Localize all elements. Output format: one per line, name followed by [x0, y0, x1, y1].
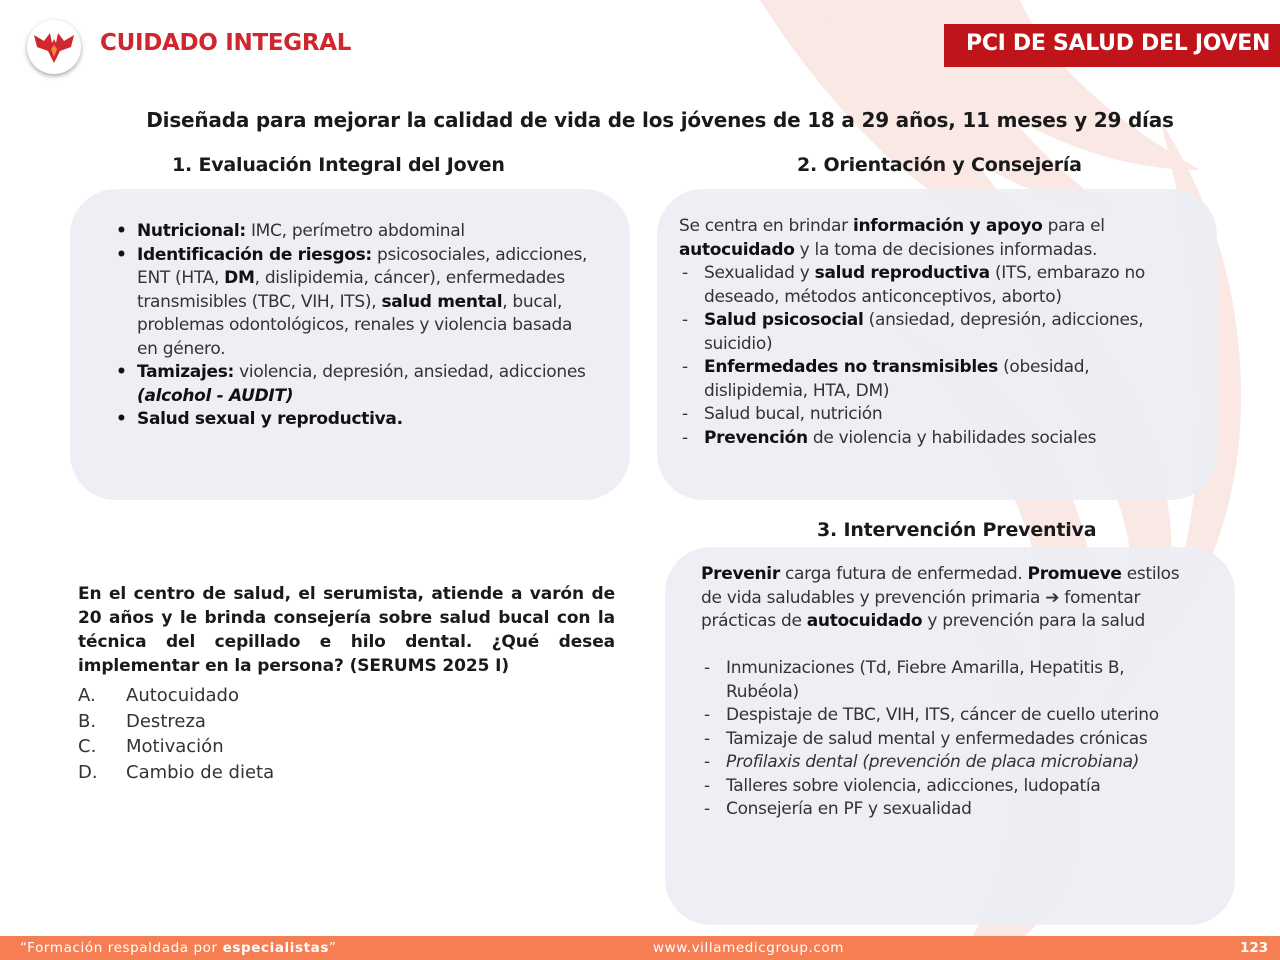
option-d: D. Cambio de dieta	[78, 761, 275, 783]
logo	[27, 20, 81, 74]
footer-slogan: “Formación respaldada por especialistas”	[20, 940, 337, 956]
section2-box	[657, 189, 1217, 500]
list-item: - Talleres sobre violencia, adicciones, ludopatía	[701, 775, 1197, 799]
section3-box	[665, 547, 1235, 925]
list-item: • Salud sexual y reproductiva.	[108, 408, 590, 432]
list-item: - Consejería en PF y sexualidad	[701, 798, 1197, 822]
list-item: • Nutricional: IMC, perímetro abdominal	[108, 220, 590, 244]
section1-title: 1. Evaluación Integral del Joven	[172, 154, 505, 176]
brand-title: CUIDADO INTEGRAL	[100, 30, 352, 56]
phoenix-logo-icon	[34, 29, 74, 65]
list-item: - Despistaje de TBC, VIH, ITS, cáncer de cuello uterino	[701, 704, 1197, 728]
list-item: - Sexualidad y salud reproductiva (ITS, embarazo no deseado, métodos anticonceptivos, aborto)	[679, 262, 1197, 309]
list-item: - Profilaxis dental (prevención de placa microbiana)	[701, 751, 1197, 775]
answer-options	[78, 683, 274, 785]
page-subtitle: Diseñada para mejorar la calidad de vida de los jóvenes de 18 a 29 años, 11 meses y 29 días	[146, 108, 1174, 132]
list-item: - Enfermedades no transmisibles (obesidad, dislipidemia, HTA, DM)	[679, 356, 1197, 403]
list-item: - Salud bucal, nutrición	[679, 403, 1197, 427]
option-c: C. Motivación	[78, 736, 224, 757]
option-b: B. Destreza	[78, 710, 206, 732]
option-a: A. Autocuidado	[78, 685, 239, 706]
list-item: • Tamizajes: violencia, depresión, ansiedad, adicciones (alcohol - AUDIT)	[108, 361, 590, 408]
section2-list	[679, 262, 1197, 450]
page-number: 123	[1240, 940, 1269, 956]
section2-title: 2. Orientación y Consejería	[797, 154, 1082, 176]
footer	[0, 936, 1280, 960]
footer-url: www.villamedicgroup.com	[653, 940, 845, 956]
list-item: - Tamizaje de salud mental y enfermedades crónicas	[701, 728, 1197, 752]
section3-list	[701, 657, 1197, 822]
question-text: En el centro de salud, el serumista, atiende a varón de 20 años y le brinda consejería sobre salud bucal con la técnica del cepillado e hilo dental. ¿Qué desea implementar en la persona? (SERUMS 2025 I)	[78, 584, 615, 676]
list-item: • Identificación de riesgos: psicosociales, adicciones, ENT (HTA, DM, dislipidemia, cáncer), enfermedades transmisibles (TBC, VIH, ITS), salud mental, bucal, problemas odontológicos, renales y violencia basada en género.	[108, 244, 590, 362]
list-item: - Prevención de violencia y habilidades sociales	[679, 427, 1197, 451]
slide-banner: PCI DE SALUD DEL JOVEN	[944, 24, 1280, 67]
section2-intro: Se centra en brindar información y apoyo para el autocuidado y la toma de decisiones informadas.	[679, 216, 1105, 260]
section1-list	[108, 220, 590, 432]
list-item: - Salud psicosocial (ansiedad, depresión, adicciones, suicidio)	[679, 309, 1197, 356]
section3-title: 3. Intervención Preventiva	[817, 519, 1097, 541]
section1-box	[70, 189, 630, 500]
list-item: - Inmunizaciones (Td, Fiebre Amarilla, Hepatitis B, Rubéola)	[701, 657, 1197, 704]
section3-intro: Prevenir carga futura de enfermedad. Promueve estilos de vida saludables y prevención primaria ➔ fomentar prácticas de autocuidado y prevención para la salud	[701, 564, 1180, 631]
